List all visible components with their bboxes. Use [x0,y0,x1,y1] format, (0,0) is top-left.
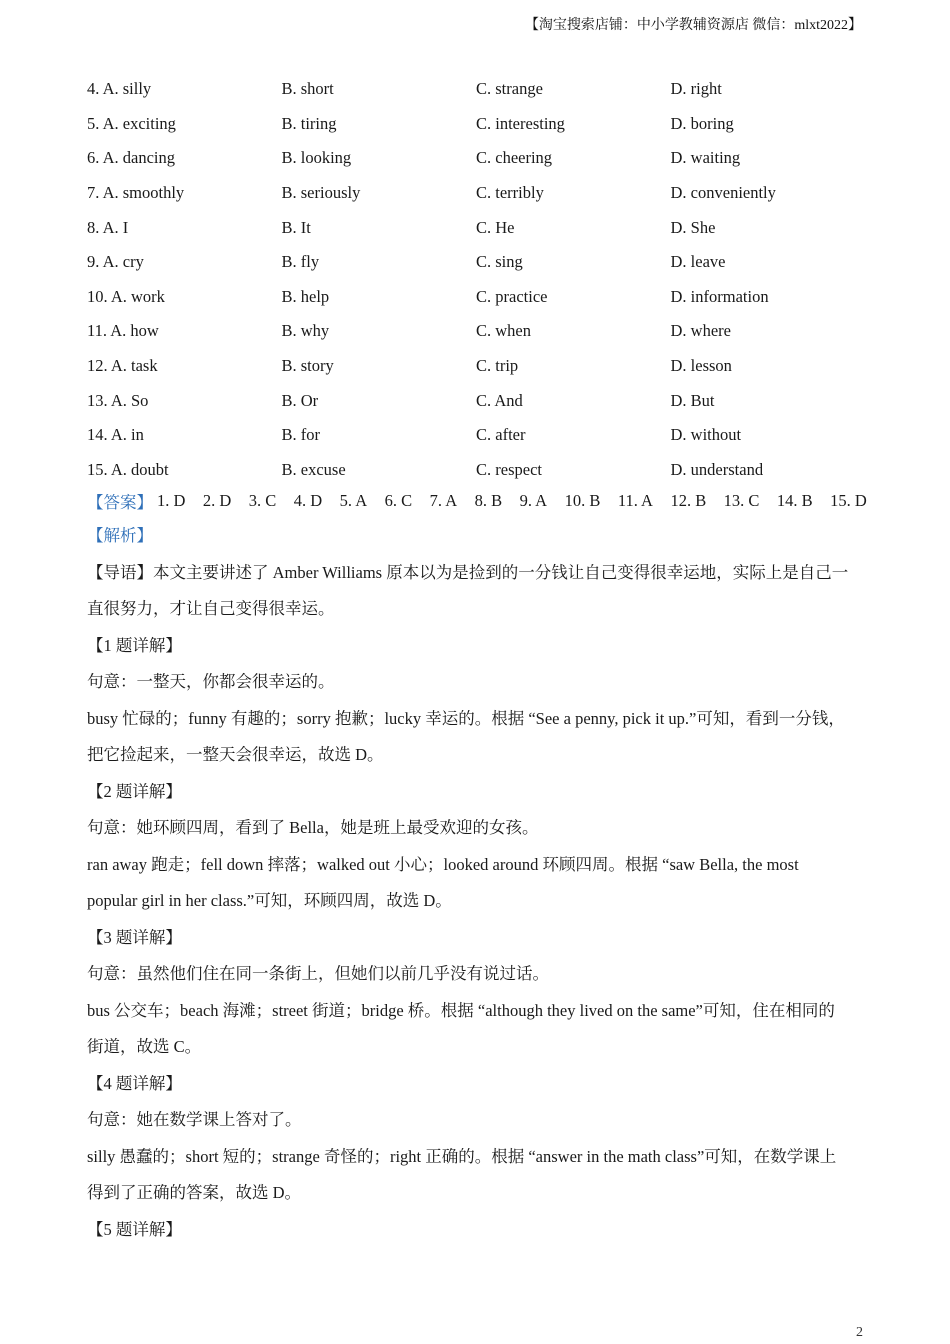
option-num: 14. A. in [87,425,144,445]
answer-item: 13. C [723,491,760,510]
option-row [87,453,867,488]
answer-line [87,488,867,514]
option-d: D. She [670,217,716,237]
answer-item: 1. D [157,491,186,510]
analysis-line: 句意：一整天，你都会很幸运的。 [87,672,335,691]
option-num: 7. A. smoothly [87,183,185,203]
option-b: B. Or [281,390,319,410]
option-num: 6. A. dancing [87,148,175,168]
answer-items [153,491,867,511]
answer-item: 14. B [776,491,813,510]
option-d: D. without [670,425,742,445]
option-c: C. terribly [476,183,544,203]
option-num: 11. A. how [87,321,159,341]
analysis-line: 街道，故选 C。 [87,1037,202,1056]
option-num: 8. A. I [87,217,129,237]
option-d: D. information [670,286,769,306]
analysis-line: 【1 题详解】 [87,635,182,655]
answer-item: 7. A [429,491,458,510]
option-d: D. understand [670,459,764,479]
option-row [87,418,867,453]
option-b: B. short [281,79,334,99]
option-b: B. It [281,217,311,237]
answer-item: 2. D [202,491,232,510]
analysis-line: busy 忙碌的；funny 有趣的；sorry 抱歉；lucky 幸运的。根据 “See a penny, pick it up.”可知，看到一分钱， [87,708,845,728]
option-c: C. cheering [476,148,553,168]
option-b: B. help [281,286,330,306]
answer-item: 9. A [519,491,548,510]
analysis-line: 把它捡起来，一整天会很幸运，故选 D。 [87,745,384,764]
option-d: D. where [670,321,731,341]
option-row [87,383,867,418]
analysis-line: bus 公交车；beach 海滩；street 街道；bridge 桥。根据 “although they lived on the same”可知，住在相同的 [87,1000,835,1020]
analysis-line: 直很努力，才让自己变得很幸运。 [87,599,335,618]
option-row [87,141,867,176]
option-c: C. when [476,321,531,341]
option-c: C. sing [476,252,523,272]
option-c: C. He [476,217,515,237]
option-num: 4. A. silly [87,79,152,99]
option-b: B. looking [281,148,352,168]
option-b: B. seriously [281,183,361,203]
analysis-line: popular girl in her class.”可知，环顾四周，故选 D。 [87,891,452,910]
option-row [87,72,867,107]
answer-item: 11. A [617,491,653,510]
analysis-label: 【解析】 [87,526,153,545]
option-row [87,349,867,384]
option-d: D. leave [670,252,726,272]
option-c: C. interesting [476,113,565,133]
analysis-line: 【5 题详解】 [87,1219,182,1239]
analysis-line: 【2 题详解】 [87,781,182,801]
option-b: B. story [281,356,334,376]
option-c: C. trip [476,356,519,376]
option-row [87,280,867,315]
answer-item: 5. A [339,491,368,510]
option-row [87,107,867,142]
analysis-lines [87,555,863,1249]
analysis-line: 【导语】本文主要讲述了 Amber Williams 原本以为是捡到的一分钱让自己变得很幸运地，实际上是自己一 [87,562,849,582]
answer-item: 12. B [670,491,707,510]
option-row [87,210,867,245]
option-row [87,176,867,211]
option-c: C. respect [476,459,542,479]
option-b: B. tiring [281,113,337,133]
option-d: D. But [670,390,715,410]
option-d: D. lesson [670,356,732,376]
analysis-line: 得到了正确的答案，故选 D。 [87,1183,302,1202]
option-c: C. after [476,425,526,445]
option-row [87,245,867,280]
page-number: 2 [856,1325,863,1340]
option-num: 9. A. cry [87,252,144,272]
analysis-line: ran away 跑走；fell down 摔落；walked out 小心；looked around 环顾四周。根据 “saw Bella, the most [87,854,799,874]
answer-item: 10. B [564,491,601,510]
analysis-line: 句意：她环顾四周，看到了 Bella，她是班上最受欢迎的女孩。 [87,818,539,837]
option-d: D. conveniently [670,183,776,203]
option-num: 13. A. So [87,390,149,410]
options-list [87,72,867,487]
analysis-section [87,518,863,1248]
analysis-line: 【3 题详解】 [87,927,182,947]
header-watermark: 【淘宝搜索店铺：中小学教辅资源店 微信：mlxt2022】 [524,18,862,33]
option-b: B. why [281,321,330,341]
option-c: C. strange [476,79,543,99]
analysis-line: 句意：虽然他们住在同一条街上，但她们以前几乎没有说过话。 [87,964,549,983]
option-d: D. boring [670,113,734,133]
analysis-line: silly 愚蠢的；short 短的；strange 奇怪的；right 正确的。根据 “answer in the math class”可知，在数学课上 [87,1146,837,1166]
analysis-line: 【4 题详解】 [87,1073,182,1093]
option-b: B. fly [281,252,320,272]
option-c: C. practice [476,286,548,306]
option-d: D. right [670,79,722,99]
answer-item: 3. C [248,491,277,510]
option-num: 10. A. work [87,286,165,306]
option-num: 15. A. doubt [87,459,169,479]
option-num: 12. A. task [87,356,158,376]
analysis-line: 句意：她在数学课上答对了。 [87,1110,302,1129]
option-num: 5. A. exciting [87,113,176,133]
answer-item: 4. D [293,491,323,510]
option-c: C. And [476,390,523,410]
option-d: D. waiting [670,148,741,168]
answer-label: 【答案】 [87,493,153,512]
option-row [87,314,867,349]
answer-item: 15. D [830,491,867,510]
answer-item: 6. C [384,491,413,510]
answer-item: 8. B [474,491,503,510]
option-b: B. excuse [281,459,346,479]
option-b: B. for [281,425,320,445]
